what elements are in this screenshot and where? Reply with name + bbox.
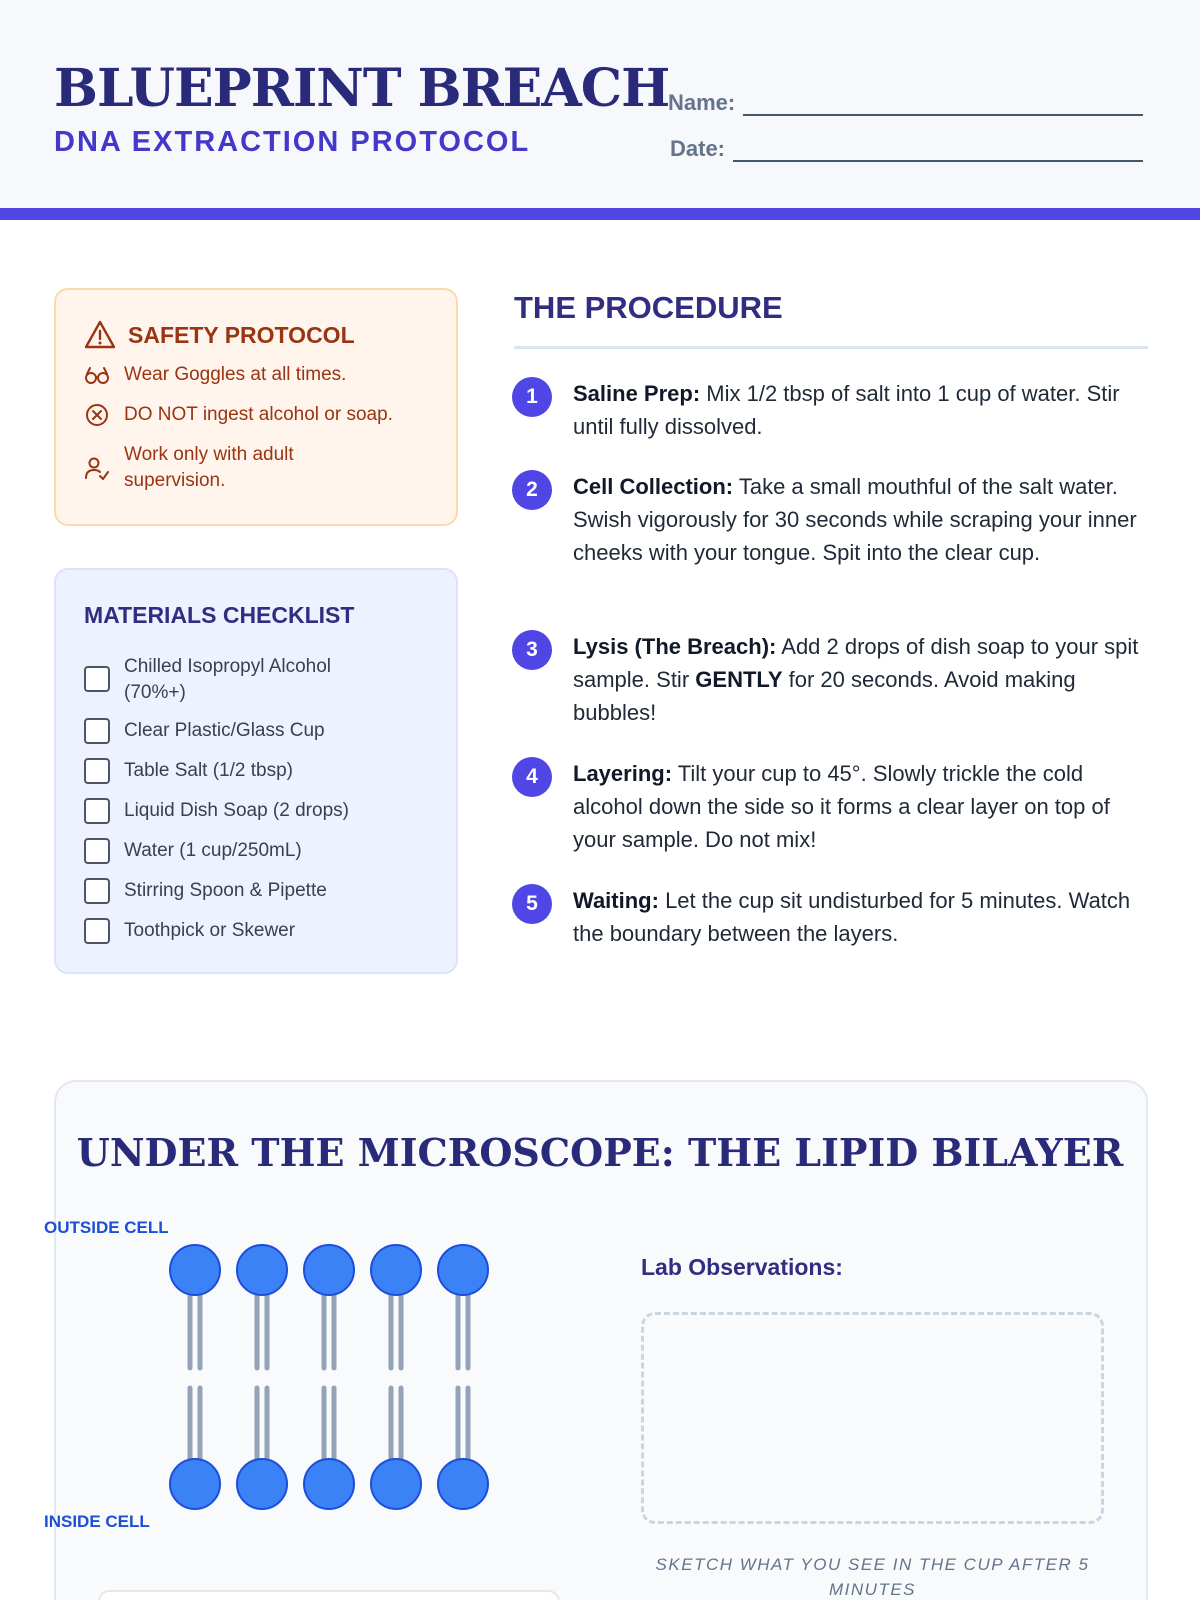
checkbox[interactable]: [84, 918, 110, 944]
materials-checklist-box: [54, 568, 458, 974]
step-number-badge: 3: [512, 630, 552, 670]
checkbox[interactable]: [84, 798, 110, 824]
user-check-icon: [84, 455, 110, 481]
step-text: [573, 630, 1148, 729]
checklist-item[interactable]: [84, 718, 384, 744]
checklist-item[interactable]: [84, 838, 384, 864]
step-description: Mix 1/2 tbsp of salt into 1 cup of water. Stir until fully dissolved.: [573, 381, 1120, 439]
checklist-item[interactable]: [84, 918, 384, 944]
lipid-bilayer-diagram: [160, 1238, 500, 1518]
checkbox[interactable]: [84, 718, 110, 744]
inside-cell-label: INSIDE CELL: [44, 1512, 150, 1531]
microscope-title: UNDER THE MICROSCOPE: THE LIPID BILAYER: [76, 1130, 1124, 1175]
checkbox[interactable]: [84, 666, 110, 692]
safety-item: [84, 402, 393, 428]
checkbox[interactable]: [84, 838, 110, 864]
safety-title: [84, 320, 355, 350]
step-description: Tilt your cup to 45°. Slowly trickle the cold alcohol down the side so it forms a clear layer on top of your sample. Do not mix!: [573, 761, 1110, 852]
checklist-item-label: Clear Plastic/Glass Cup: [124, 720, 325, 741]
phospholipid: [304, 1245, 354, 1509]
step-description: Let the cup sit undisturbed for 5 minutes. Watch the boundary between the layers.: [573, 888, 1131, 946]
step-label: Cell Collection:: [573, 474, 734, 499]
checklist-item[interactable]: [84, 654, 384, 706]
step-number-badge: 4: [512, 757, 552, 797]
materials-title: MATERIALS CHECKLIST: [84, 602, 355, 628]
date-field[interactable]: [670, 136, 1143, 162]
checklist-item-label: Stirring Spoon & Pipette: [124, 880, 327, 901]
step-emphasis: GENTLY: [695, 667, 783, 692]
phospholipid: [438, 1245, 488, 1509]
phosphate-head: [438, 1245, 488, 1295]
step-number-badge: 5: [512, 884, 552, 924]
phospholipid: [170, 1245, 220, 1509]
worksheet-title: BLUEPRINT BREACH: [54, 58, 670, 119]
procedure-title: THE PROCEDURE: [514, 290, 783, 325]
step-description-end: for 20 seconds. Avoid making bubbles!: [573, 667, 1076, 725]
no-circle-icon: [84, 402, 110, 428]
checklist-item-label: Liquid Dish Soap (2 drops): [124, 800, 349, 821]
step-text: [573, 470, 1148, 569]
phosphate-head: [371, 1245, 421, 1295]
observations-caption: SKETCH WHAT YOU SEE IN THE CUP AFTER 5 MINUTES: [655, 1555, 1090, 1599]
step-label: Lysis (The Breach):: [573, 634, 777, 659]
name-field[interactable]: [668, 90, 1143, 116]
safety-item-text: Work only with adult supervision.: [124, 444, 294, 491]
procedure-divider: [514, 346, 1148, 349]
safety-protocol-box: [54, 288, 458, 526]
checklist-item-label: Chilled Isopropyl Alcohol (70%+): [124, 656, 332, 703]
safety-item: [84, 442, 354, 494]
checkbox[interactable]: [84, 878, 110, 904]
safety-item-text: DO NOT ingest alcohol or soap.: [124, 404, 393, 425]
step-description: Add 2 drops of dish soap to your spit sample. Stir: [573, 634, 1139, 692]
step-number-badge: 1: [512, 377, 552, 417]
observations-label: Lab Observations:: [641, 1254, 843, 1280]
safety-title-label: SAFETY PROTOCOL: [128, 321, 355, 348]
phosphate-head: [170, 1245, 220, 1295]
safety-item-text: Wear Goggles at all times.: [124, 364, 347, 385]
checklist-item[interactable]: [84, 798, 384, 824]
step-text: [573, 884, 1148, 950]
phosphate-head: [304, 1245, 354, 1295]
date-line[interactable]: [733, 140, 1143, 162]
outside-cell-label: OUTSIDE CELL: [44, 1218, 169, 1237]
checklist-item-label: Toothpick or Skewer: [124, 920, 296, 941]
goggles-icon: [84, 365, 110, 385]
step-text: [573, 757, 1148, 856]
phospholipid: [237, 1245, 287, 1509]
warning-triangle-icon: [84, 320, 116, 350]
observations-sketch-area[interactable]: [641, 1312, 1104, 1524]
step-description: Take a small mouthful of the salt water. Swish vigorously for 30 seconds while scraping your inner cheeks with your tongue. Spit into the clear cup.: [573, 474, 1137, 565]
step-label: Layering:: [573, 761, 673, 786]
phosphate-head: [237, 1459, 287, 1509]
checkbox[interactable]: [84, 758, 110, 784]
date-label: Date:: [670, 136, 726, 161]
phosphate-head: [438, 1459, 488, 1509]
phosphate-head: [304, 1459, 354, 1509]
step-text: [573, 377, 1148, 443]
phosphate-head: [371, 1459, 421, 1509]
name-line[interactable]: [743, 94, 1143, 116]
safety-item: [84, 362, 346, 388]
step-label: Saline Prep:: [573, 381, 701, 406]
checklist-item-label: Table Salt (1/2 tbsp): [124, 760, 293, 781]
worksheet-subtitle: DNA EXTRACTION PROTOCOL: [54, 126, 531, 158]
step-number-badge: 2: [512, 470, 552, 510]
checklist-item-label: Water (1 cup/250mL): [124, 840, 302, 861]
checklist-item[interactable]: [84, 758, 384, 784]
phosphate-head: [170, 1459, 220, 1509]
phospholipid: [371, 1245, 421, 1509]
phosphate-head: [237, 1245, 287, 1295]
step-label: Waiting:: [573, 888, 659, 913]
bottom-card: [98, 1590, 560, 1600]
checklist-item[interactable]: [84, 878, 384, 904]
name-label: Name:: [668, 90, 736, 115]
